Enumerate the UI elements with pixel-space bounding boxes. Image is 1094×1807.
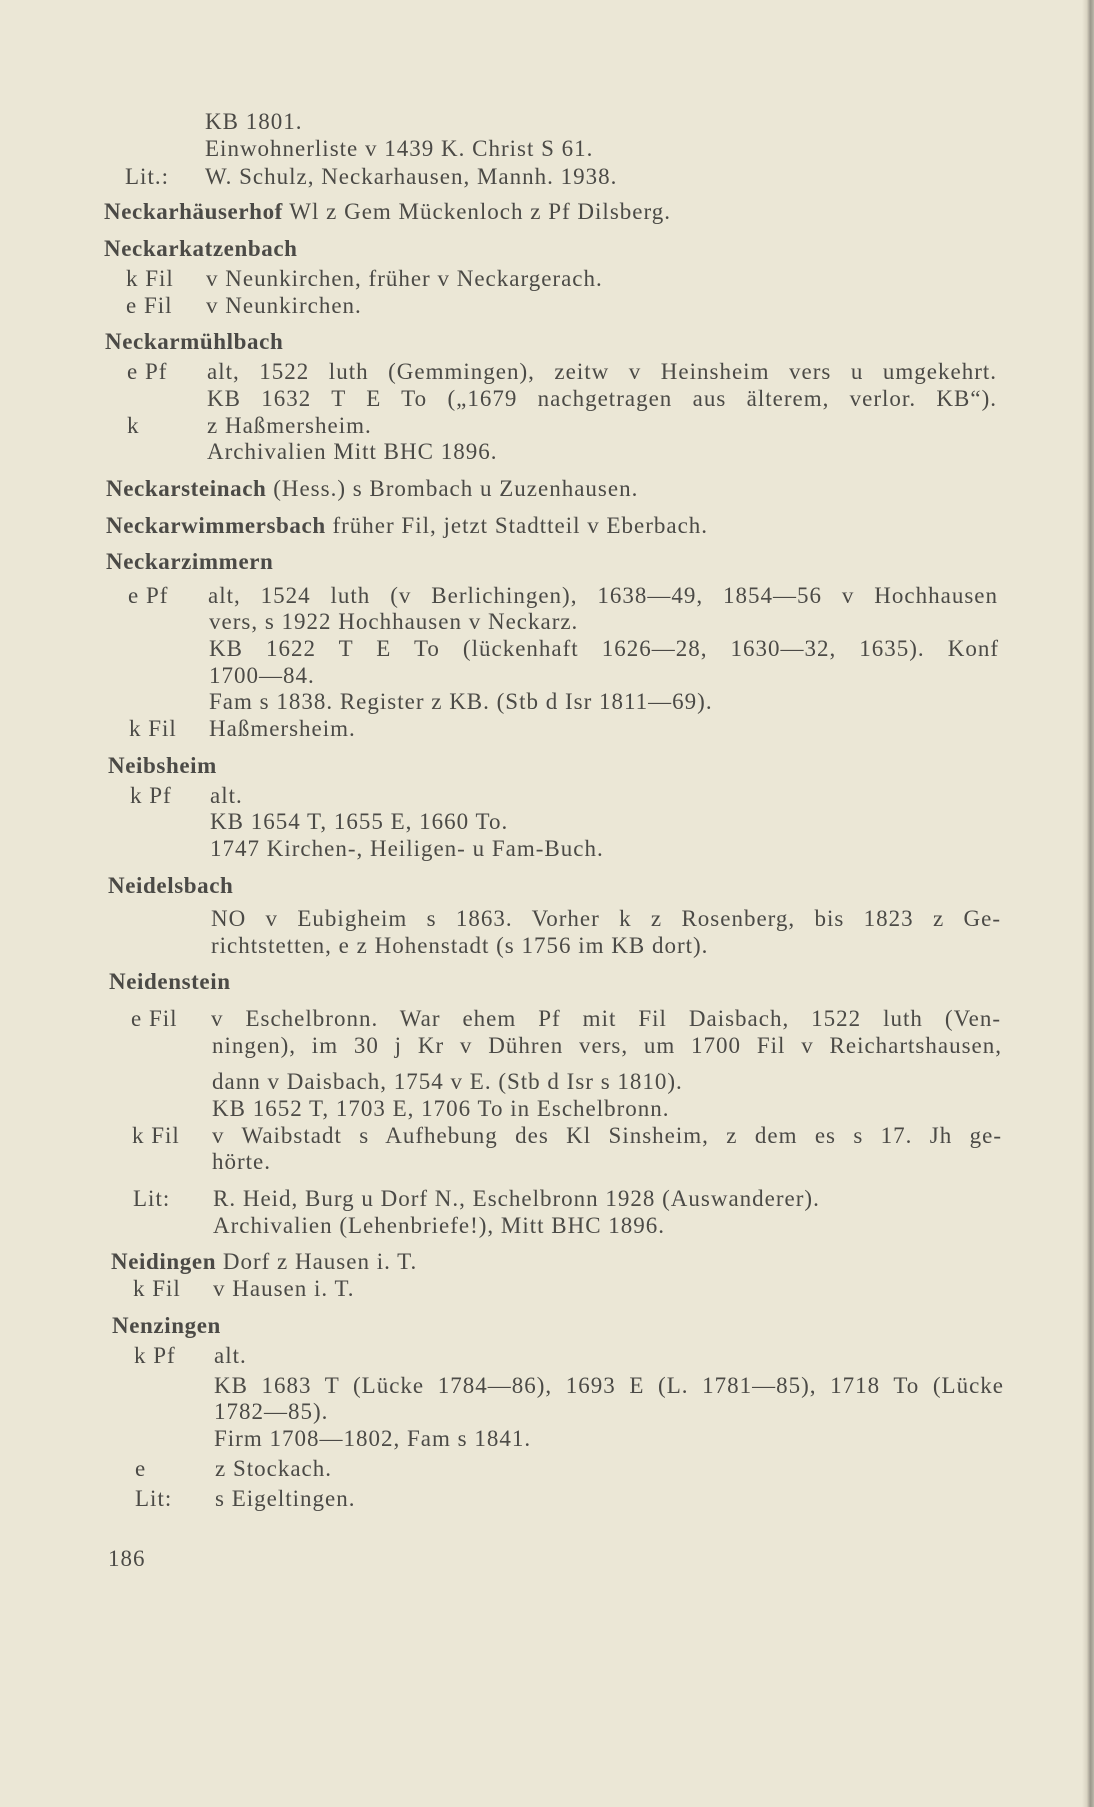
entry-line (0, 835, 1094, 863)
entry-heading-line (0, 752, 1094, 780)
entry-text: KB 1683 T (Lücke 1784—86), 1693 E (L. 1781—85), 1718 To (Lücke (214, 1373, 1004, 1398)
place-name: Neckarkatzenbach (104, 236, 298, 261)
entry-line (0, 582, 1094, 610)
entry-text: v Neunkirchen, früher v Neckargerach. (206, 266, 603, 291)
entry-line (0, 1095, 1094, 1123)
entry-line (0, 265, 1094, 293)
heading-remark: Dorf z Hausen i. T. (222, 1249, 418, 1274)
confession-label: k Fil (129, 716, 177, 741)
place-name: Neidelsbach (108, 873, 234, 898)
place-name: Neidingen (111, 1249, 217, 1274)
entry-text: Firm 1708—1802, Fam s 1841. (214, 1426, 532, 1451)
confession-label: e Fil (126, 293, 173, 318)
entry-text: KB 1652 T, 1703 E, 1706 To in Eschelbronn. (212, 1096, 670, 1121)
entry-line (0, 1342, 1094, 1370)
entry-line (0, 385, 1094, 413)
entry-heading-line (0, 1312, 1094, 1340)
entry-line (0, 715, 1094, 743)
place-name-heading (104, 235, 298, 263)
entry-line (0, 358, 1094, 386)
place-name: Neibsheim (108, 753, 217, 778)
heading-remark: früher Fil, jetzt Stadtteil v Eberbach. (332, 513, 709, 538)
entry-text: v Neunkirchen. (206, 293, 362, 318)
entry-line (0, 1372, 1094, 1400)
confession-label: Lit: (133, 1186, 171, 1211)
entry-line (0, 1212, 1094, 1240)
confession-label: k Pf (130, 783, 172, 808)
heading-remark: (Hess.) s Brombach u Zuzenhausen. (273, 476, 639, 501)
entry-line (0, 412, 1094, 440)
confession-label: e Pf (127, 359, 168, 384)
place-name-heading (106, 475, 638, 503)
place-name: Neckarhäuserhof (104, 199, 283, 224)
entry-line (0, 438, 1094, 466)
entry-line (0, 688, 1094, 716)
place-name-heading (105, 328, 283, 356)
entry-line (0, 1455, 1094, 1483)
entry-line (0, 1122, 1094, 1150)
confession-label: e Fil (131, 1006, 178, 1031)
entry-text: KB 1801. (205, 109, 303, 134)
entry-text: z Stockach. (215, 1456, 333, 1481)
place-name: Neckarwimmersbach (106, 513, 326, 538)
confession-label: Lit: (135, 1486, 173, 1511)
entry-heading-line (0, 475, 1094, 503)
entry-text: alt, 1522 luth (Gemmingen), zeitw v Heinsheim vers u umgekehrt. (207, 359, 997, 384)
place-name: Neckarzimmern (106, 549, 274, 574)
entry-text: 1782—85). (214, 1399, 329, 1424)
entry-line (0, 108, 1094, 136)
entry-text: alt, 1524 luth (v Berlichingen), 1638—49, 1854—56 v Hochhausen (208, 583, 998, 608)
entry-heading-line (0, 198, 1094, 226)
entry-text: v Hausen i. T. (213, 1276, 355, 1301)
entry-heading-line (0, 328, 1094, 356)
entry-line (0, 932, 1094, 960)
entry-text: vers, s 1922 Hochhausen v Neckarz. (209, 609, 579, 634)
entry-heading-line (0, 872, 1094, 900)
entry-line (0, 1398, 1094, 1426)
entry-line (0, 808, 1094, 836)
entry-text: Fam s 1838. Register z KB. (Stb d Isr 1811—69). (209, 689, 713, 714)
entry-line (0, 635, 1094, 663)
entry-line (0, 1275, 1094, 1303)
entry-text: Einwohnerliste v 1439 K. Christ S 61. (205, 136, 594, 161)
entry-line (0, 662, 1094, 690)
confession-label: k Fil (126, 266, 174, 291)
place-name: Nenzingen (112, 1313, 221, 1338)
entry-text: KB 1654 T, 1655 E, 1660 To. (210, 809, 509, 834)
entry-line (0, 163, 1094, 191)
confession-label: k Fil (132, 1123, 180, 1148)
place-name-heading (109, 968, 231, 996)
place-name-heading (106, 548, 273, 576)
entry-text: alt. (214, 1343, 247, 1368)
place-name-heading (104, 198, 671, 226)
place-name-heading (112, 1312, 221, 1340)
entry-heading-line (0, 1248, 1094, 1276)
entry-text: Haßmersheim. (209, 716, 356, 741)
entry-text: Archivalien Mitt BHC 1896. (207, 439, 498, 464)
place-name-heading (108, 872, 233, 900)
entry-text: R. Heid, Burg u Dorf N., Eschelbronn 1928 (Auswanderer). (213, 1186, 820, 1211)
entry-line (0, 905, 1094, 933)
entry-text: 1700—84. (209, 663, 315, 688)
entry-heading-line (0, 548, 1094, 576)
entry-heading-line (0, 512, 1094, 540)
entry-heading-line (0, 968, 1094, 996)
entry-line (0, 1068, 1094, 1096)
entry-line (0, 1425, 1094, 1453)
confession-label: k (127, 413, 140, 438)
entry-text: 1747 Kirchen-, Heiligen- u Fam-Buch. (210, 836, 604, 861)
entry-text: s Eigeltingen. (215, 1486, 356, 1511)
entry-line (0, 292, 1094, 320)
confession-label: e Pf (128, 583, 169, 608)
entry-heading-line (0, 235, 1094, 263)
confession-label: e (135, 1456, 147, 1481)
entry-text: alt. (210, 783, 243, 808)
entry-line (0, 1148, 1094, 1176)
entry-line (0, 608, 1094, 636)
entry-line (0, 1485, 1094, 1513)
entry-line (0, 1185, 1094, 1213)
entry-text: v Eschelbronn. War ehem Pf mit Fil Daisbach, 1522 luth (Ven- (211, 1006, 1001, 1031)
entry-line (0, 1032, 1094, 1060)
place-name-heading (106, 512, 708, 540)
confession-label: k Pf (134, 1343, 176, 1368)
entry-text: Archivalien (Lehenbriefe!), Mitt BHC 1896. (213, 1213, 666, 1238)
entry-text: dann v Daisbach, 1754 v E. (Stb d Isr s 1810). (212, 1069, 683, 1094)
entry-text: v Waibstadt s Aufhebung des Kl Sinsheim, z dem es s 17. Jh ge- (212, 1123, 1002, 1148)
place-name: Neidenstein (109, 969, 231, 994)
entry-text: KB 1622 T E To (lückenhaft 1626—28, 1630—32, 1635). Konf (209, 636, 999, 661)
entry-line (0, 135, 1094, 163)
entry-text: NO v Eubigheim s 1863. Vorher k z Rosenberg, bis 1823 z Ge- (211, 906, 1001, 931)
place-name-heading (108, 752, 217, 780)
entry-text: richtstetten, e z Hohenstadt (s 1756 im KB dort). (211, 933, 709, 958)
page-number: 186 (108, 1546, 146, 1571)
entry-line (0, 1005, 1094, 1033)
place-name-heading (111, 1248, 417, 1276)
confession-label: k Fil (133, 1276, 181, 1301)
entry-text: z Haßmersheim. (207, 413, 372, 438)
entry-text: KB 1632 T E To („1679 nachgetragen aus älterem, verlor. KB“). (207, 386, 997, 411)
entry-line (0, 782, 1094, 810)
entry-text: W. Schulz, Neckarhausen, Mannh. 1938. (205, 164, 618, 189)
confession-label: Lit.: (125, 164, 169, 189)
entry-text: hörte. (212, 1149, 272, 1174)
entry-text: ningen), im 30 j Kr v Dühren vers, um 1700 Fil v Reichartshausen, (212, 1033, 1002, 1058)
place-name: Neckarmühlbach (105, 329, 284, 354)
place-name: Neckarsteinach (106, 476, 267, 501)
heading-remark: Wl z Gem Mückenloch z Pf Dilsberg. (289, 199, 671, 224)
